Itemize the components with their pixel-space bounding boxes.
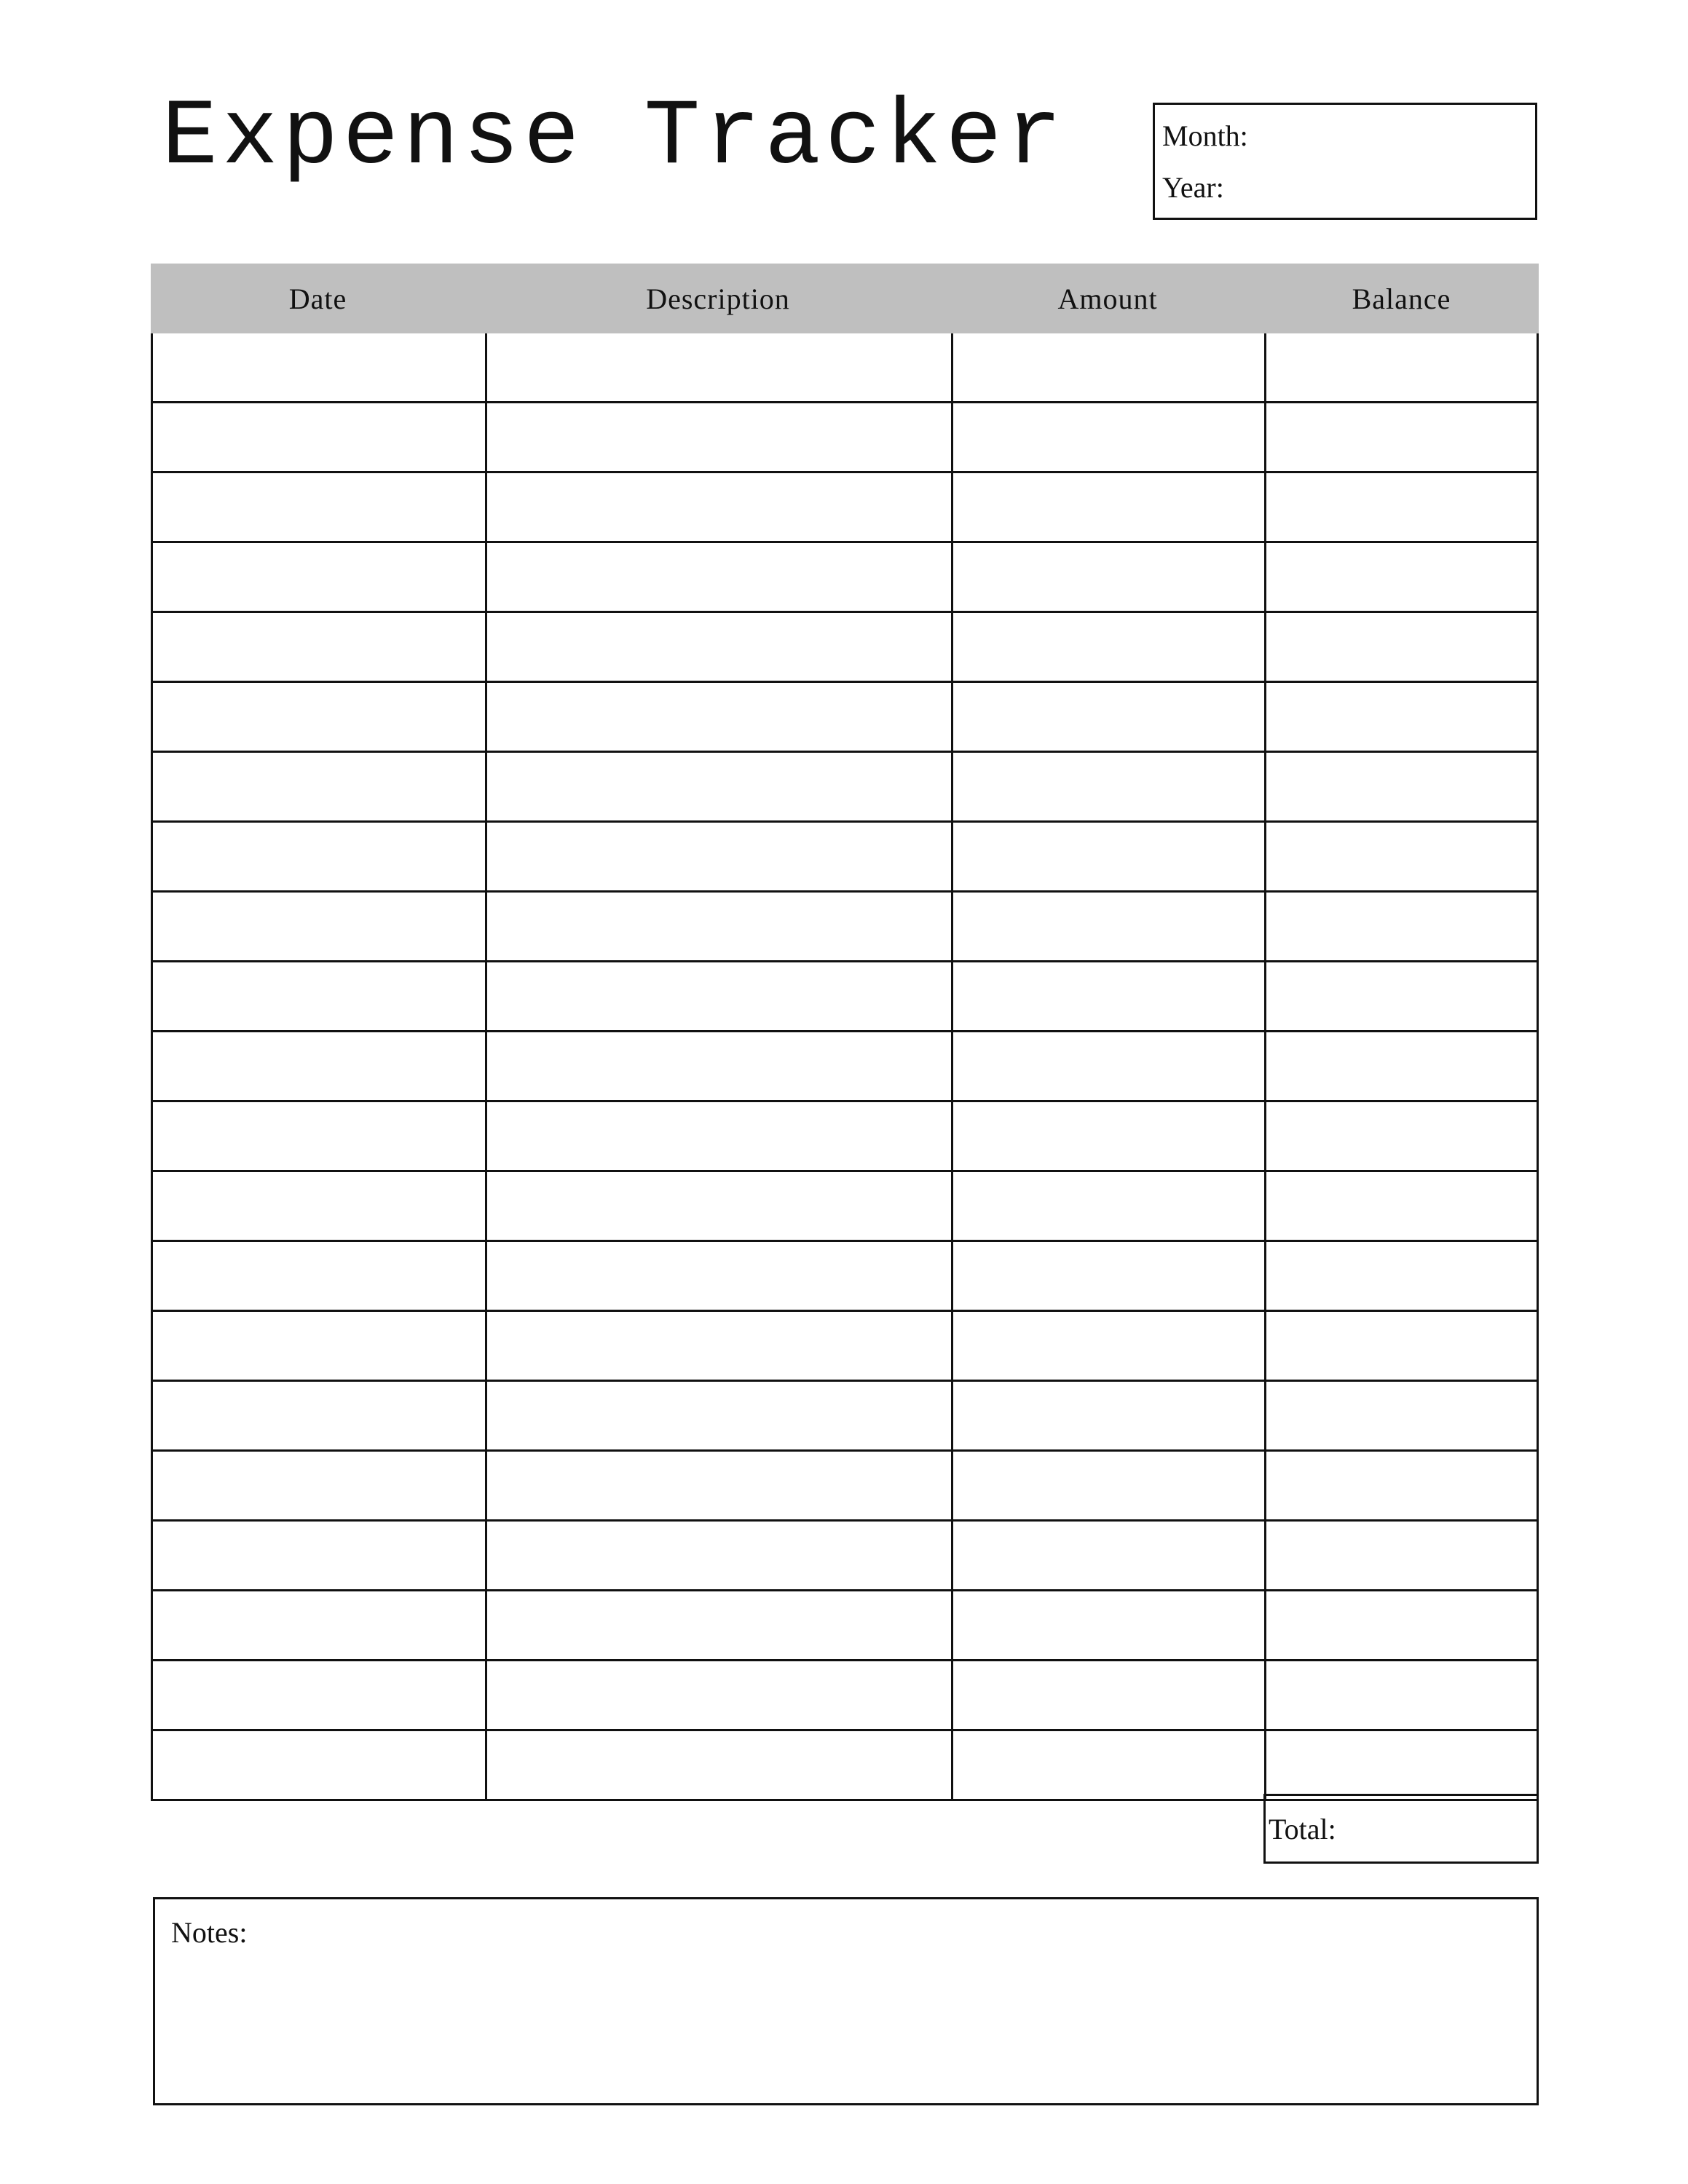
amount-cell[interactable] <box>951 1242 1264 1310</box>
table-row <box>151 893 1539 962</box>
description-cell[interactable] <box>485 1242 951 1310</box>
amount-cell[interactable] <box>951 893 1264 960</box>
balance-cell[interactable] <box>1264 683 1539 751</box>
table-row <box>151 1172 1539 1242</box>
description-cell[interactable] <box>485 403 951 471</box>
table-row <box>151 543 1539 613</box>
balance-cell[interactable] <box>1264 1452 1539 1519</box>
amount-cell[interactable] <box>951 1591 1264 1659</box>
balance-cell[interactable] <box>1264 543 1539 611</box>
amount-cell[interactable] <box>951 823 1264 890</box>
description-cell[interactable] <box>485 1032 951 1100</box>
balance-cell[interactable] <box>1264 1172 1539 1240</box>
table-row <box>151 1452 1539 1522</box>
table-row <box>151 823 1539 893</box>
amount-cell[interactable] <box>951 1032 1264 1100</box>
column-header-amount: Amount <box>1057 282 1158 315</box>
date-cell[interactable] <box>151 333 485 401</box>
date-cell[interactable] <box>151 1102 485 1170</box>
description-cell[interactable] <box>485 1312 951 1380</box>
total-box <box>1263 1794 1539 1864</box>
month-label: Month: <box>1162 119 1248 152</box>
date-cell[interactable] <box>151 1242 485 1310</box>
description-cell[interactable] <box>485 683 951 751</box>
description-cell[interactable] <box>485 962 951 1030</box>
description-cell[interactable] <box>485 753 951 820</box>
balance-cell[interactable] <box>1264 333 1539 401</box>
table-header <box>151 264 1539 333</box>
date-cell[interactable] <box>151 823 485 890</box>
table-row <box>151 473 1539 543</box>
amount-cell[interactable] <box>951 962 1264 1030</box>
balance-cell[interactable] <box>1264 962 1539 1030</box>
amount-cell[interactable] <box>951 753 1264 820</box>
table-row <box>151 1661 1539 1731</box>
expense-table-body <box>151 333 1539 1796</box>
table-row <box>151 1591 1539 1661</box>
table-row <box>151 1382 1539 1452</box>
date-cell[interactable] <box>151 1032 485 1100</box>
table-row <box>151 962 1539 1032</box>
balance-cell[interactable] <box>1264 893 1539 960</box>
table-row <box>151 1522 1539 1591</box>
year-label: Year: <box>1162 171 1224 204</box>
date-cell[interactable] <box>151 683 485 751</box>
balance-cell[interactable] <box>1264 1382 1539 1449</box>
table-row <box>151 1312 1539 1382</box>
description-cell[interactable] <box>485 543 951 611</box>
column-header-date: Date <box>288 282 347 315</box>
amount-column-divider <box>1264 333 1266 1801</box>
description-cell[interactable] <box>485 473 951 541</box>
column-header-balance: Balance <box>1352 282 1451 315</box>
date-column-divider <box>485 333 487 1799</box>
amount-cell[interactable] <box>951 1312 1264 1380</box>
description-cell[interactable] <box>485 1102 951 1170</box>
description-cell[interactable] <box>485 333 951 401</box>
table-row <box>151 333 1539 403</box>
description-cell[interactable] <box>485 1452 951 1519</box>
amount-cell[interactable] <box>951 1172 1264 1240</box>
notes-label: Notes: <box>171 1916 248 1949</box>
date-cell[interactable] <box>151 1522 485 1589</box>
table-left-border <box>151 333 153 1801</box>
amount-cell[interactable] <box>951 473 1264 541</box>
table-row <box>151 1032 1539 1102</box>
amount-cell[interactable] <box>951 1452 1264 1519</box>
table-row <box>151 1731 1539 1801</box>
date-cell[interactable] <box>151 1452 485 1519</box>
amount-cell[interactable] <box>951 1102 1264 1170</box>
column-header-description: Description <box>646 282 790 315</box>
amount-cell[interactable] <box>951 1661 1264 1729</box>
date-cell[interactable] <box>151 962 485 1030</box>
date-cell[interactable] <box>151 473 485 541</box>
table-row <box>151 753 1539 823</box>
notes-box <box>153 1897 1539 2105</box>
table-row <box>151 683 1539 753</box>
balance-cell[interactable] <box>1264 753 1539 820</box>
balance-cell[interactable] <box>1264 403 1539 471</box>
description-cell[interactable] <box>485 823 951 890</box>
amount-cell[interactable] <box>951 333 1264 401</box>
table-row <box>151 613 1539 683</box>
total-label: Total: <box>1269 1813 1336 1845</box>
date-cell[interactable] <box>151 1661 485 1729</box>
period-box <box>1153 103 1537 220</box>
description-cell[interactable] <box>485 893 951 960</box>
description-cell[interactable] <box>485 1382 951 1449</box>
table-row <box>151 1242 1539 1312</box>
balance-cell[interactable] <box>1264 613 1539 681</box>
table-row <box>151 403 1539 473</box>
table-row <box>151 1102 1539 1172</box>
description-cell[interactable] <box>485 1172 951 1240</box>
balance-cell[interactable] <box>1264 1661 1539 1729</box>
date-cell[interactable] <box>151 1382 485 1449</box>
description-cell[interactable] <box>485 1591 951 1659</box>
date-cell[interactable] <box>151 1591 485 1659</box>
date-cell[interactable] <box>151 403 485 471</box>
date-cell[interactable] <box>151 1312 485 1380</box>
date-cell[interactable] <box>151 893 485 960</box>
balance-cell[interactable] <box>1264 1032 1539 1100</box>
amount-cell[interactable] <box>951 1522 1264 1589</box>
table-right-border <box>1537 333 1539 1801</box>
amount-cell[interactable] <box>951 613 1264 681</box>
balance-cell[interactable] <box>1264 823 1539 890</box>
amount-cell[interactable] <box>951 403 1264 471</box>
balance-cell[interactable] <box>1264 1522 1539 1589</box>
balance-cell[interactable] <box>1264 1731 1539 1799</box>
amount-cell[interactable] <box>951 1731 1264 1799</box>
description-cell[interactable] <box>485 613 951 681</box>
date-cell[interactable] <box>151 543 485 611</box>
balance-cell[interactable] <box>1264 1242 1539 1310</box>
date-cell[interactable] <box>151 1731 485 1799</box>
description-cell[interactable] <box>485 1731 951 1799</box>
date-cell[interactable] <box>151 753 485 820</box>
date-cell[interactable] <box>151 1172 485 1240</box>
balance-cell[interactable] <box>1264 473 1539 541</box>
page-title: Expense Tracker <box>162 85 1067 191</box>
description-column-divider <box>951 333 953 1801</box>
description-cell[interactable] <box>485 1661 951 1729</box>
date-cell[interactable] <box>151 613 485 681</box>
balance-cell[interactable] <box>1264 1591 1539 1659</box>
amount-cell[interactable] <box>951 543 1264 611</box>
balance-cell[interactable] <box>1264 1312 1539 1380</box>
description-cell[interactable] <box>485 1522 951 1589</box>
amount-cell[interactable] <box>951 683 1264 751</box>
balance-cell[interactable] <box>1264 1102 1539 1170</box>
amount-cell[interactable] <box>951 1382 1264 1449</box>
